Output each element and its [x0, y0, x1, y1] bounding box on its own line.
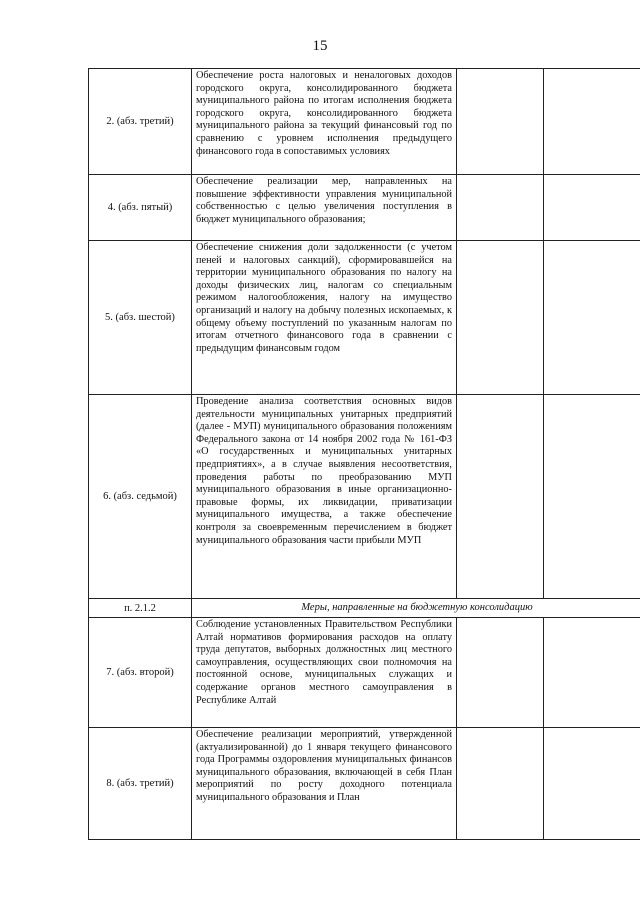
measures-table — [88, 68, 640, 840]
empty-cell — [544, 69, 640, 175]
row-reference: 2. (абз. третий) — [89, 69, 192, 175]
empty-cell — [544, 241, 640, 395]
empty-cell — [457, 69, 544, 175]
table-row — [89, 241, 640, 395]
row-description: Обеспечение реализации мероприятий, утвержденной (актуализированной) до 1 января текущего финансового года Программы оздоровления муниципальных финансов муниципального образования, включающей в себя План мероприятий по росту доходного потенциала муниципального образования и План — [192, 728, 457, 840]
page-number: 15 — [312, 38, 328, 54]
row-description: Проведение анализа соответствия основных видов деятельности муниципальных унитарных предприятий (далее - МУП) муниципального образования положениям Федерального закона от 14 ноября 2002 года № 161-ФЗ «О государственных и муниципальных унитарных предприятиях», а в случае выявления несоответствия, проведения работы по преобразованию МУП муниципального образования в иные организационно-правовые формы, их ликвидации, приватизации муниципального имущества, а также обеспечение контроля за своевременным перечислением в бюджет муниципального образования части прибыли МУП — [192, 395, 457, 599]
empty-cell — [457, 241, 544, 395]
empty-cell — [544, 175, 640, 241]
table-row — [89, 728, 640, 840]
row-reference: 7. (абз. второй) — [89, 618, 192, 728]
empty-cell — [457, 618, 544, 728]
row-reference: 8. (абз. третий) — [89, 728, 192, 840]
row-reference: 6. (абз. седьмой) — [89, 395, 192, 599]
section-row — [89, 599, 640, 618]
section-title: Меры, направленные на бюджетную консолидацию — [192, 599, 640, 618]
empty-cell — [544, 728, 640, 840]
empty-cell — [457, 395, 544, 599]
table-row — [89, 395, 640, 599]
empty-cell — [457, 175, 544, 241]
row-description: Соблюдение установленных Правительством Республики Алтай нормативов формирования расходов на оплату труда депутатов, выборных должностных лиц местного самоуправления, осуществляющих свои полномочия на постоянной основе, муниципальных служащих и содержание органов местного самоуправления в Республике Алтай — [192, 618, 457, 728]
table-row — [89, 175, 640, 241]
row-reference: 4. (абз. пятый) — [89, 175, 192, 241]
table-row — [89, 69, 640, 175]
row-description: Обеспечение реализации мер, направленных на повышение эффективности управления муниципальной собственностью с целью увеличения поступления в бюджет муниципального образования; — [192, 175, 457, 241]
empty-cell — [544, 395, 640, 599]
empty-cell — [457, 728, 544, 840]
empty-cell — [544, 618, 640, 728]
table-row — [89, 618, 640, 728]
row-reference: 5. (абз. шестой) — [89, 241, 192, 395]
row-description: Обеспечение снижения доли задолженности (с учетом пеней и налоговых санкций), сформировавшейся на территории муниципального образования по налогу на доходы физических лиц, налогам со специальным режимом налогообложения, налогу на имущество организаций и налогу на добычу полезных ископаемых, к общему объему поступлений по указанным налогам по итогам отчетного финансового года в сравнении с предыдущим финансовым годом — [192, 241, 457, 395]
row-description: Обеспечение роста налоговых и неналоговых доходов городского округа, консолидированного бюджета муниципального района по итогам исполнения бюджета городского округа, консолидированного бюджета муниципального района за текущий финансовый год по сравнению с уровнем исполнения предыдущего финансового года в сопоставимых условиях — [192, 69, 457, 175]
section-reference: п. 2.1.2 — [89, 599, 192, 618]
